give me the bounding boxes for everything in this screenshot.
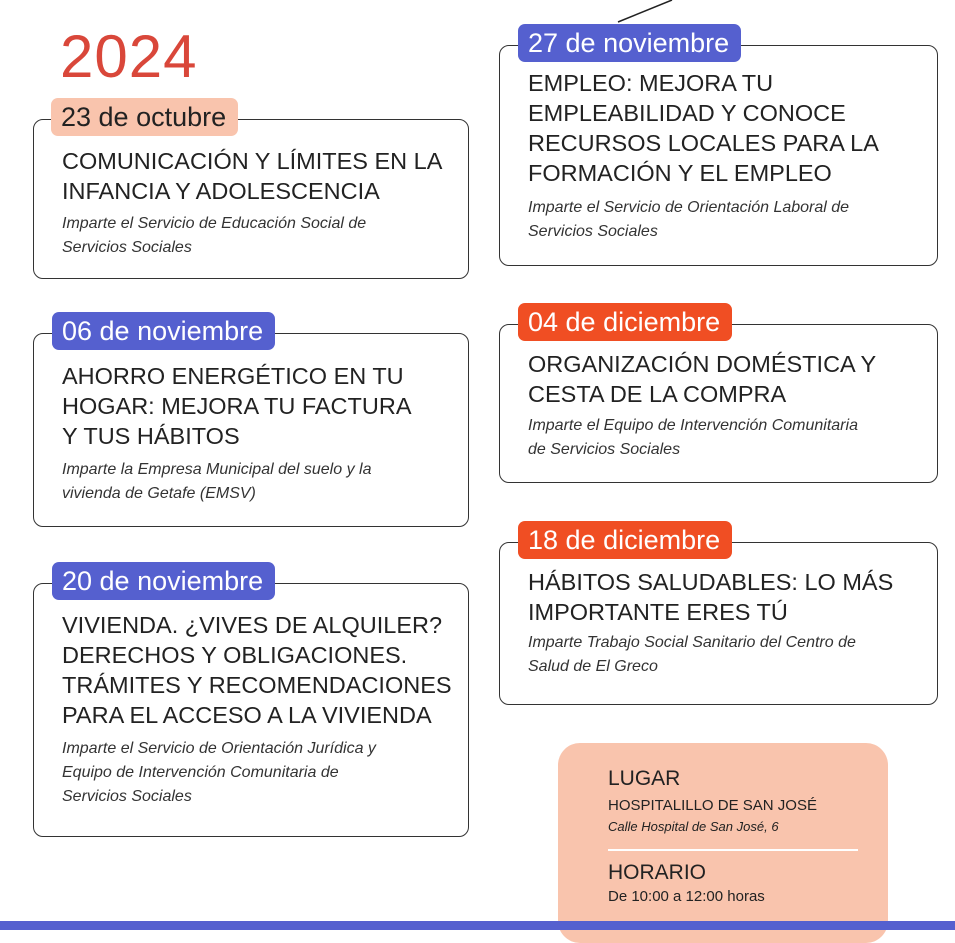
place-label: LUGAR <box>608 767 681 790</box>
event-title-line: VIVIENDA. ¿VIVES DE ALQUILER? <box>62 612 443 638</box>
event-title-line: PARA EL ACCESO A LA VIVIENDA <box>62 702 432 728</box>
event-presenter-line: vivienda de Getafe (EMSV) <box>62 485 256 502</box>
event-title <box>62 146 454 206</box>
event-card-dec-18 <box>499 525 938 705</box>
event-presenter-line: Servicios Sociales <box>62 788 192 805</box>
place-address: Calle Hospital de San José, 6 <box>608 819 779 834</box>
event-date-badge: 04 de diciembre <box>518 303 732 341</box>
event-presenter <box>528 631 923 679</box>
event-presenter <box>528 196 923 244</box>
event-date-badge: 06 de noviembre <box>52 312 275 350</box>
info-divider <box>608 849 858 851</box>
event-presenter <box>62 737 454 809</box>
event-presenter-line: Imparte Trabajo Social Sanitario del Centro de <box>528 634 856 651</box>
event-title-line: RECURSOS LOCALES PARA LA <box>528 130 879 156</box>
event-title <box>528 349 923 409</box>
event-title <box>528 68 923 188</box>
place-name: HOSPITALILLO DE SAN JOSÉ <box>608 797 817 814</box>
event-title-line: TRÁMITES Y RECOMENDACIONES <box>62 672 452 698</box>
event-presenter-line: Salud de El Greco <box>528 658 658 675</box>
event-title-line: HÁBITOS SALUDABLES: LO MÁS <box>528 569 894 595</box>
schedule-label: HORARIO <box>608 861 707 884</box>
event-card-nov-27 <box>499 28 938 266</box>
event-card-dec-04 <box>499 307 938 483</box>
event-title-line: HOGAR: MEJORA TU FACTURA <box>62 393 412 419</box>
event-date-badge: 23 de octubre <box>51 98 238 136</box>
schedule-value: De 10:00 a 12:00 horas <box>608 888 765 905</box>
event-presenter-line: Servicios Sociales <box>528 223 658 240</box>
event-card-oct-23 <box>33 102 469 279</box>
event-title <box>62 361 454 451</box>
event-presenter <box>528 414 923 462</box>
event-title-line: AHORRO ENERGÉTICO EN TU <box>62 363 404 389</box>
event-presenter <box>62 212 454 260</box>
event-presenter <box>62 458 454 506</box>
event-title-line: ORGANIZACIÓN DOMÉSTICA Y <box>528 351 877 377</box>
event-date-badge: 27 de noviembre <box>518 24 741 62</box>
event-title-line: EMPLEO: MEJORA TU <box>528 70 774 96</box>
event-presenter-line: Imparte el Servicio de Orientación Laboral de <box>528 199 850 216</box>
event-title-line: Y TUS HÁBITOS <box>62 423 240 449</box>
event-title-line: FORMACIÓN Y EL EMPLEO <box>528 160 832 186</box>
event-title-line: COMUNICACIÓN Y LÍMITES EN LA <box>62 148 443 174</box>
event-presenter-line: Imparte el Equipo de Intervención Comunitaria <box>528 417 858 434</box>
event-title <box>528 567 923 627</box>
event-title-line: CESTA DE LA COMPRA <box>528 381 787 407</box>
venue-info-box <box>558 743 888 943</box>
event-title-line: INFANCIA Y ADOLESCENCIA <box>62 178 380 204</box>
event-presenter-line: Imparte la Empresa Municipal del suelo y la <box>62 461 372 478</box>
event-title-line: EMPLEABILIDAD Y CONOCE <box>528 100 846 126</box>
event-title-line: DERECHOS Y OBLIGACIONES. <box>62 642 408 668</box>
event-presenter-line: Equipo de Intervención Comunitaria de <box>62 764 339 781</box>
event-card-nov-06 <box>33 316 469 527</box>
event-presenter-line: de Servicios Sociales <box>528 441 681 458</box>
event-presenter-line: Imparte el Servicio de Orientación Jurídica y <box>62 740 376 757</box>
year-heading: 2024 <box>60 23 198 90</box>
event-presenter-line: Servicios Sociales <box>62 239 192 256</box>
event-date-badge: 18 de diciembre <box>518 521 732 559</box>
event-title <box>62 610 454 730</box>
event-title-line: IMPORTANTE ERES TÚ <box>528 599 788 625</box>
bottom-accent-bar <box>0 921 955 930</box>
event-presenter-line: Imparte el Servicio de Educación Social de <box>62 215 367 232</box>
event-card-nov-20 <box>33 566 469 837</box>
event-date-badge: 20 de noviembre <box>52 562 275 600</box>
